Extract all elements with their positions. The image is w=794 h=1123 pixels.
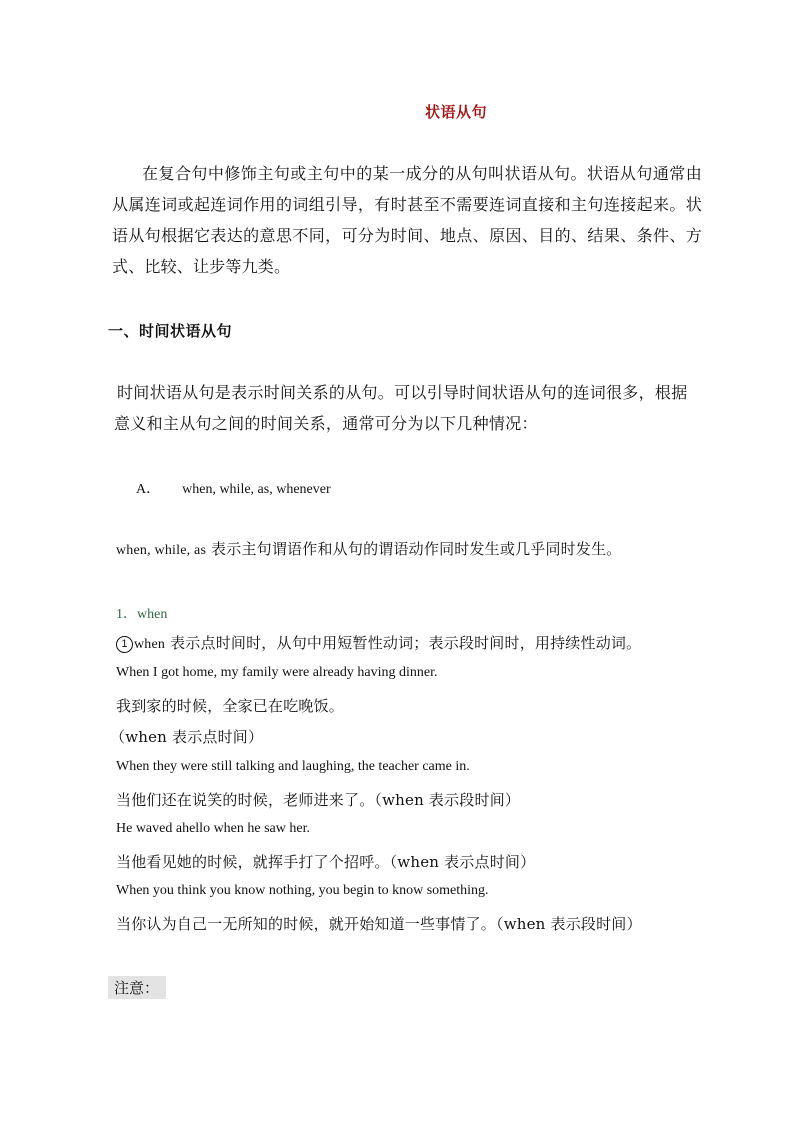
example-zh-line: 当他看见她的时候，就挥手打了个招呼。（when 表示点时间）: [116, 853, 536, 871]
note-label: 注意：: [108, 976, 166, 999]
example-en-line: He waved ahello when he saw her.: [116, 821, 310, 836]
example-zh-line: 当你认为自己一无所知的时候，就开始知道一些事情了。（when 表示段时间）: [116, 915, 642, 933]
example-note-line: （when 表示点时间）: [110, 728, 264, 746]
intro-paragraph: 在复合句中修饰主句或主句中的某一成分的从句叫状语从句。状语从句通常由从属连词或起连词作用的词组引导，有时甚至不需要连词直接和主句连接起来。状语从句根据它表达的意思不同，可分为时间、地点、原因、目的、结果、条件、方式、比较、让步等九类。: [112, 164, 702, 276]
description-text: 表示主句谓语作和从句的谓语动作同时发生或几乎同时发生。: [206, 540, 622, 558]
document-title: 状语从句: [424, 103, 487, 121]
example-en-line: When you think you know nothing, you begin to know something.: [116, 883, 489, 898]
subsection-a-heading: [136, 478, 331, 498]
rule-text: 表示点时间时，从句中用短暂性动词；表示段时间时，用持续性动词。: [165, 634, 642, 652]
example-zh-line: 我到家的时候，全家已在吃晚饭。: [116, 697, 345, 715]
example-en-line: When I got home, my family were already having dinner.: [116, 665, 438, 680]
example-zh-line: 当他们还在说笑的时候，老师进来了。（when 表示段时间）: [116, 791, 521, 809]
section-heading-time-clauses: 一、时间状语从句: [108, 322, 233, 340]
subsection-description: [116, 538, 621, 559]
rule-line: [116, 632, 641, 653]
example-en-line: When they were still talking and laughing, the teacher came in.: [116, 759, 470, 774]
subsection-letter: A．: [136, 482, 161, 497]
description-conjunctions: when, while, as: [116, 543, 207, 558]
subsection-conjunctions: when, while, as, whenever: [182, 482, 331, 497]
section-intro-paragraph: 时间状语从句是表示时间关系的从句。可以引导时间状语从句的连词很多，根据意义和主从句之间的时间关系，通常可分为以下几种情况：: [114, 383, 688, 433]
item-heading-when: 1．when: [116, 607, 168, 622]
circled-number-one-icon: 1: [116, 636, 133, 653]
rule-word: when: [134, 637, 166, 652]
